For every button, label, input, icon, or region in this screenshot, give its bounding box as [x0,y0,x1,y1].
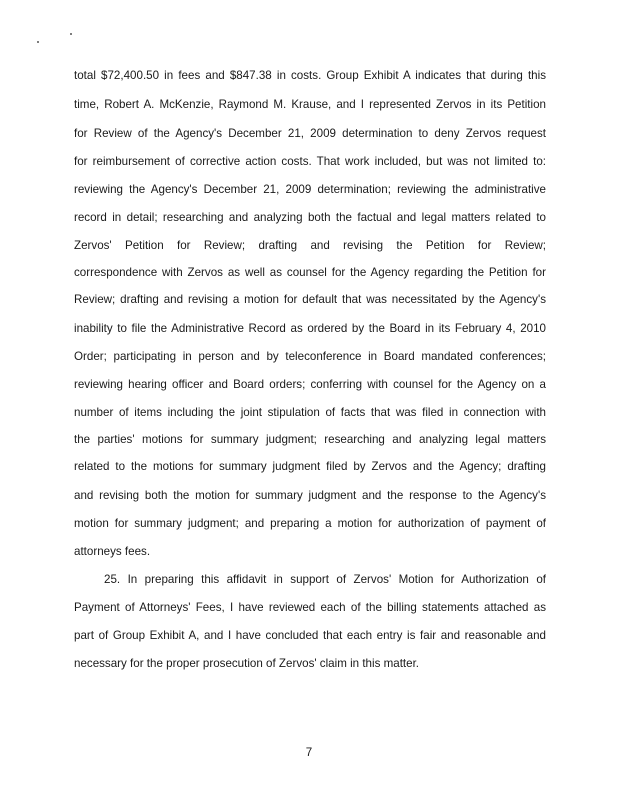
text-line: Order; participating in person and by teleconference in Board mandated conferences; [74,350,546,363]
text-line: correspondence with Zervos as well as counsel for the Agency regarding the Petition for [74,266,546,279]
text-line: necessary for the proper prosecution of Zervos' claim in this matter. [74,657,420,670]
text-line: the parties' motions for summary judgment; researching and analyzing legal matters [74,433,546,446]
text-line: attorneys fees. [74,545,151,558]
text-line: time, Robert A. McKenzie, Raymond M. Krause, and I represented Zervos in its Petition [74,98,546,111]
text-line: motion for summary judgment; and preparing a motion for authorization of payment of [74,517,546,530]
text-line: reviewing the Agency's December 21, 2009 determination; reviewing the administrative [74,183,546,196]
text-line: for Review of the Agency's December 21, 2009 determination to deny Zervos request [74,127,546,140]
text-line: Review; drafting and revising a motion for default that was necessitated by the Agency's [74,293,546,306]
text-line: Payment of Attorneys' Fees, I have reviewed each of the billing statements attached as [74,601,546,614]
text-line: number of items including the joint stipulation of facts that was filed in connection with [74,406,546,419]
text-line: record in detail; researching and analyzing both the factual and legal matters related to [74,211,546,224]
text-line: for reimbursement of corrective action costs. That work included, but was not limited to: [74,155,546,168]
paragraph-25-first-line: 25. In preparing this affidavit in support of Zervos' Motion for Authorization of [104,573,546,586]
text-line: reviewing hearing officer and Board orders; conferring with counsel for the Agency on a [74,378,546,391]
text-line: related to the motions for summary judgment filed by Zervos and the Agency; drafting [74,460,546,473]
scan-speck [37,41,39,43]
text-line: total $72,400.50 in fees and $847.38 in costs. Group Exhibit A indicates that during this [74,69,546,82]
page-number: 7 [305,746,313,759]
text-line: part of Group Exhibit A, and I have concluded that each entry is fair and reasonable and [74,629,546,642]
scan-speck [70,33,72,35]
text-line: and revising both the motion for summary judgment and the response to the Agency's [74,489,546,502]
text-line: Zervos' Petition for Review; drafting and revising the Petition for Review; [74,239,546,252]
text-line: inability to file the Administrative Record as ordered by the Board in its February 4, 2010 [74,322,546,335]
